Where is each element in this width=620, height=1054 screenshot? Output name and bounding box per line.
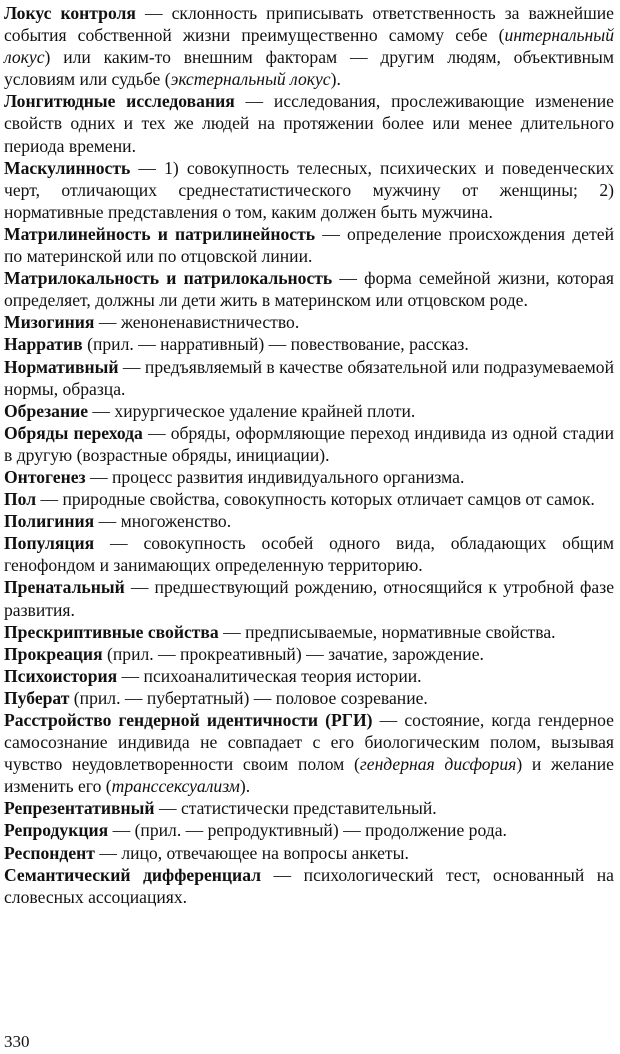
- entry-term: Маскулинность: [4, 157, 131, 178]
- entry-definition-text: — совокупность особей одного вида, обладающих общим генофондом и занимающих определенную территорию.: [4, 533, 614, 576]
- glossary-entry: [4, 400, 614, 422]
- entry-definition-text: ).: [330, 69, 341, 90]
- entry-term: Онтогенез: [4, 466, 86, 487]
- entry-definition-text: — процесс развития индивидуального организма.: [85, 466, 465, 487]
- entry-definition-text: — женоненавистничество.: [94, 312, 300, 333]
- entry-term: Пуберат: [4, 687, 70, 708]
- entry-term: Мизогиния: [4, 312, 95, 333]
- entry-term: Прокреация: [4, 643, 103, 664]
- entry-definition-text: — обряды, оформляющие переход индивида из одной стадии в другую (возрастные обряды, инициации).: [4, 422, 614, 465]
- entry-definition-text: ).: [239, 776, 251, 797]
- glossary-entry: [4, 510, 614, 532]
- entry-italic-term: интернальный локус: [4, 25, 614, 68]
- glossary-entry: [4, 709, 614, 797]
- entry-term: Пол: [4, 489, 37, 510]
- entry-definition-text: — хирургическое удаление крайней плоти.: [88, 400, 416, 421]
- glossary-entry: [4, 2, 614, 90]
- entry-term: Прескриптивные свойства: [4, 621, 219, 642]
- entry-term: Матрилокальность и патрилокальность: [4, 268, 333, 289]
- entry-term: Обрезание: [4, 400, 89, 421]
- entry-term: Матрилинейность и патрилинейность: [4, 223, 316, 244]
- entry-italic-term: транссексуализм: [111, 776, 240, 797]
- glossary-entry: [4, 223, 614, 267]
- entry-definition-text: — форма семейной жизни, которая определяет, должны ли дети жить в материнском или отцовском роде.: [4, 268, 615, 311]
- entry-definition-text: — предписываемые, нормативные свойства.: [218, 621, 556, 642]
- glossary-entry: [4, 687, 614, 709]
- glossary-entry: [4, 864, 614, 908]
- entry-term: Нормативный: [4, 356, 119, 377]
- entry-definition-text: — многоженство.: [94, 511, 232, 532]
- entry-definition-text: ) и желание изменить его (: [4, 754, 614, 797]
- entry-definition-text: — психоаналитическая теория истории.: [117, 665, 422, 686]
- glossary-entry: [4, 422, 614, 466]
- glossary-entry: [4, 267, 614, 311]
- entry-definition-text: (прил. — пубертатный) — половое созревание.: [69, 687, 428, 708]
- glossary-entry: [4, 488, 614, 510]
- entry-term: Популяция: [4, 533, 95, 554]
- entry-term: Пренатальный: [4, 577, 125, 598]
- glossary-entry: [4, 466, 614, 488]
- entry-italic-term: экстернальный локус: [170, 69, 331, 90]
- entry-term: Репродукция: [4, 820, 109, 841]
- entry-definition-text: — предшествующий рождению, относящийся к утробной фазе развития.: [4, 577, 614, 620]
- entry-term: Репрезентативный: [4, 798, 155, 819]
- entry-term: Обряды перехода: [4, 422, 143, 443]
- entry-term: Локус контроля: [4, 3, 136, 23]
- entry-term: Респондент: [4, 842, 95, 863]
- glossary-entry: [4, 819, 614, 841]
- entry-definition-text: — исследования, прослеживающие изменение свойств одних и тех же людей на протяжении более или менее длительного периода времени.: [4, 91, 614, 156]
- glossary-entries: [4, 2, 614, 908]
- entry-term: Нарратив: [4, 334, 83, 355]
- entry-term: Расстройство гендерной идентичности (РГИ): [4, 710, 373, 730]
- entry-italic-term: гендерная дисфория: [359, 754, 517, 775]
- entry-definition-text: ) или каким-то внешним факторам — другим людям, объективным условиям или судьбе (: [4, 47, 614, 90]
- entry-definition-text: (прил. — нарративный) — повествование, рассказ.: [82, 334, 469, 355]
- glossary-entry: [4, 621, 614, 643]
- glossary-entry: [4, 157, 614, 223]
- entry-term: Полигиния: [4, 511, 95, 532]
- page-number: 330: [4, 1032, 30, 1051]
- entry-term: Психоистория: [4, 665, 118, 686]
- entry-definition-text: (прил. — прокреативный) — зачатие, зарождение.: [102, 643, 484, 664]
- entry-definition-text: — лицо, отвечающее на вопросы анкеты.: [94, 842, 409, 863]
- glossary-entry: [4, 643, 614, 665]
- glossary-entry: [4, 333, 614, 355]
- entry-definition-text: — психологический тест, основанный на словесных ассоциациях.: [4, 864, 614, 907]
- entry-definition-text: — состояние, когда гендерное самосознание индивида не совпадает с его биологическим полом, вызывая чувство неудовлетворенности своим полом (: [4, 710, 614, 775]
- glossary-entry: [4, 797, 614, 819]
- entry-definition-text: — (прил. — репродуктивный) — продолжение рода.: [108, 820, 507, 841]
- glossary-entry: [4, 576, 614, 620]
- glossary-entry: [4, 311, 614, 333]
- entry-term: Лонгитюдные исследования: [4, 91, 235, 112]
- glossary-entry: [4, 356, 614, 400]
- entry-term: Семантический дифференциал: [4, 864, 262, 885]
- entry-definition-text: — статистически представительный.: [154, 798, 437, 819]
- glossary-entry: [4, 665, 614, 687]
- entry-definition-text: — предъявляемый в качестве обязательной или подразумеваемой нормы, образца.: [4, 356, 614, 399]
- entry-definition-text: — определение происхождения детей по материнской или по отцовской линии.: [4, 223, 614, 267]
- glossary-entry: [4, 532, 614, 576]
- entry-definition-text: — 1) совокупность телесных, психических и поведенческих черт, отличающих среднестатистического мужчину от женщины; 2) нормативные представления о том, каким должен быть мужчина.: [4, 157, 614, 222]
- entry-definition-text: — склонность приписывать ответственность за важнейшие события собственной жизни преимущественно самому себе (: [4, 3, 614, 46]
- glossary-entry: [4, 90, 614, 156]
- entry-definition-text: — природные свойства, совокупность которых отличает самцов от самок.: [36, 489, 595, 510]
- glossary-entry: [4, 842, 614, 864]
